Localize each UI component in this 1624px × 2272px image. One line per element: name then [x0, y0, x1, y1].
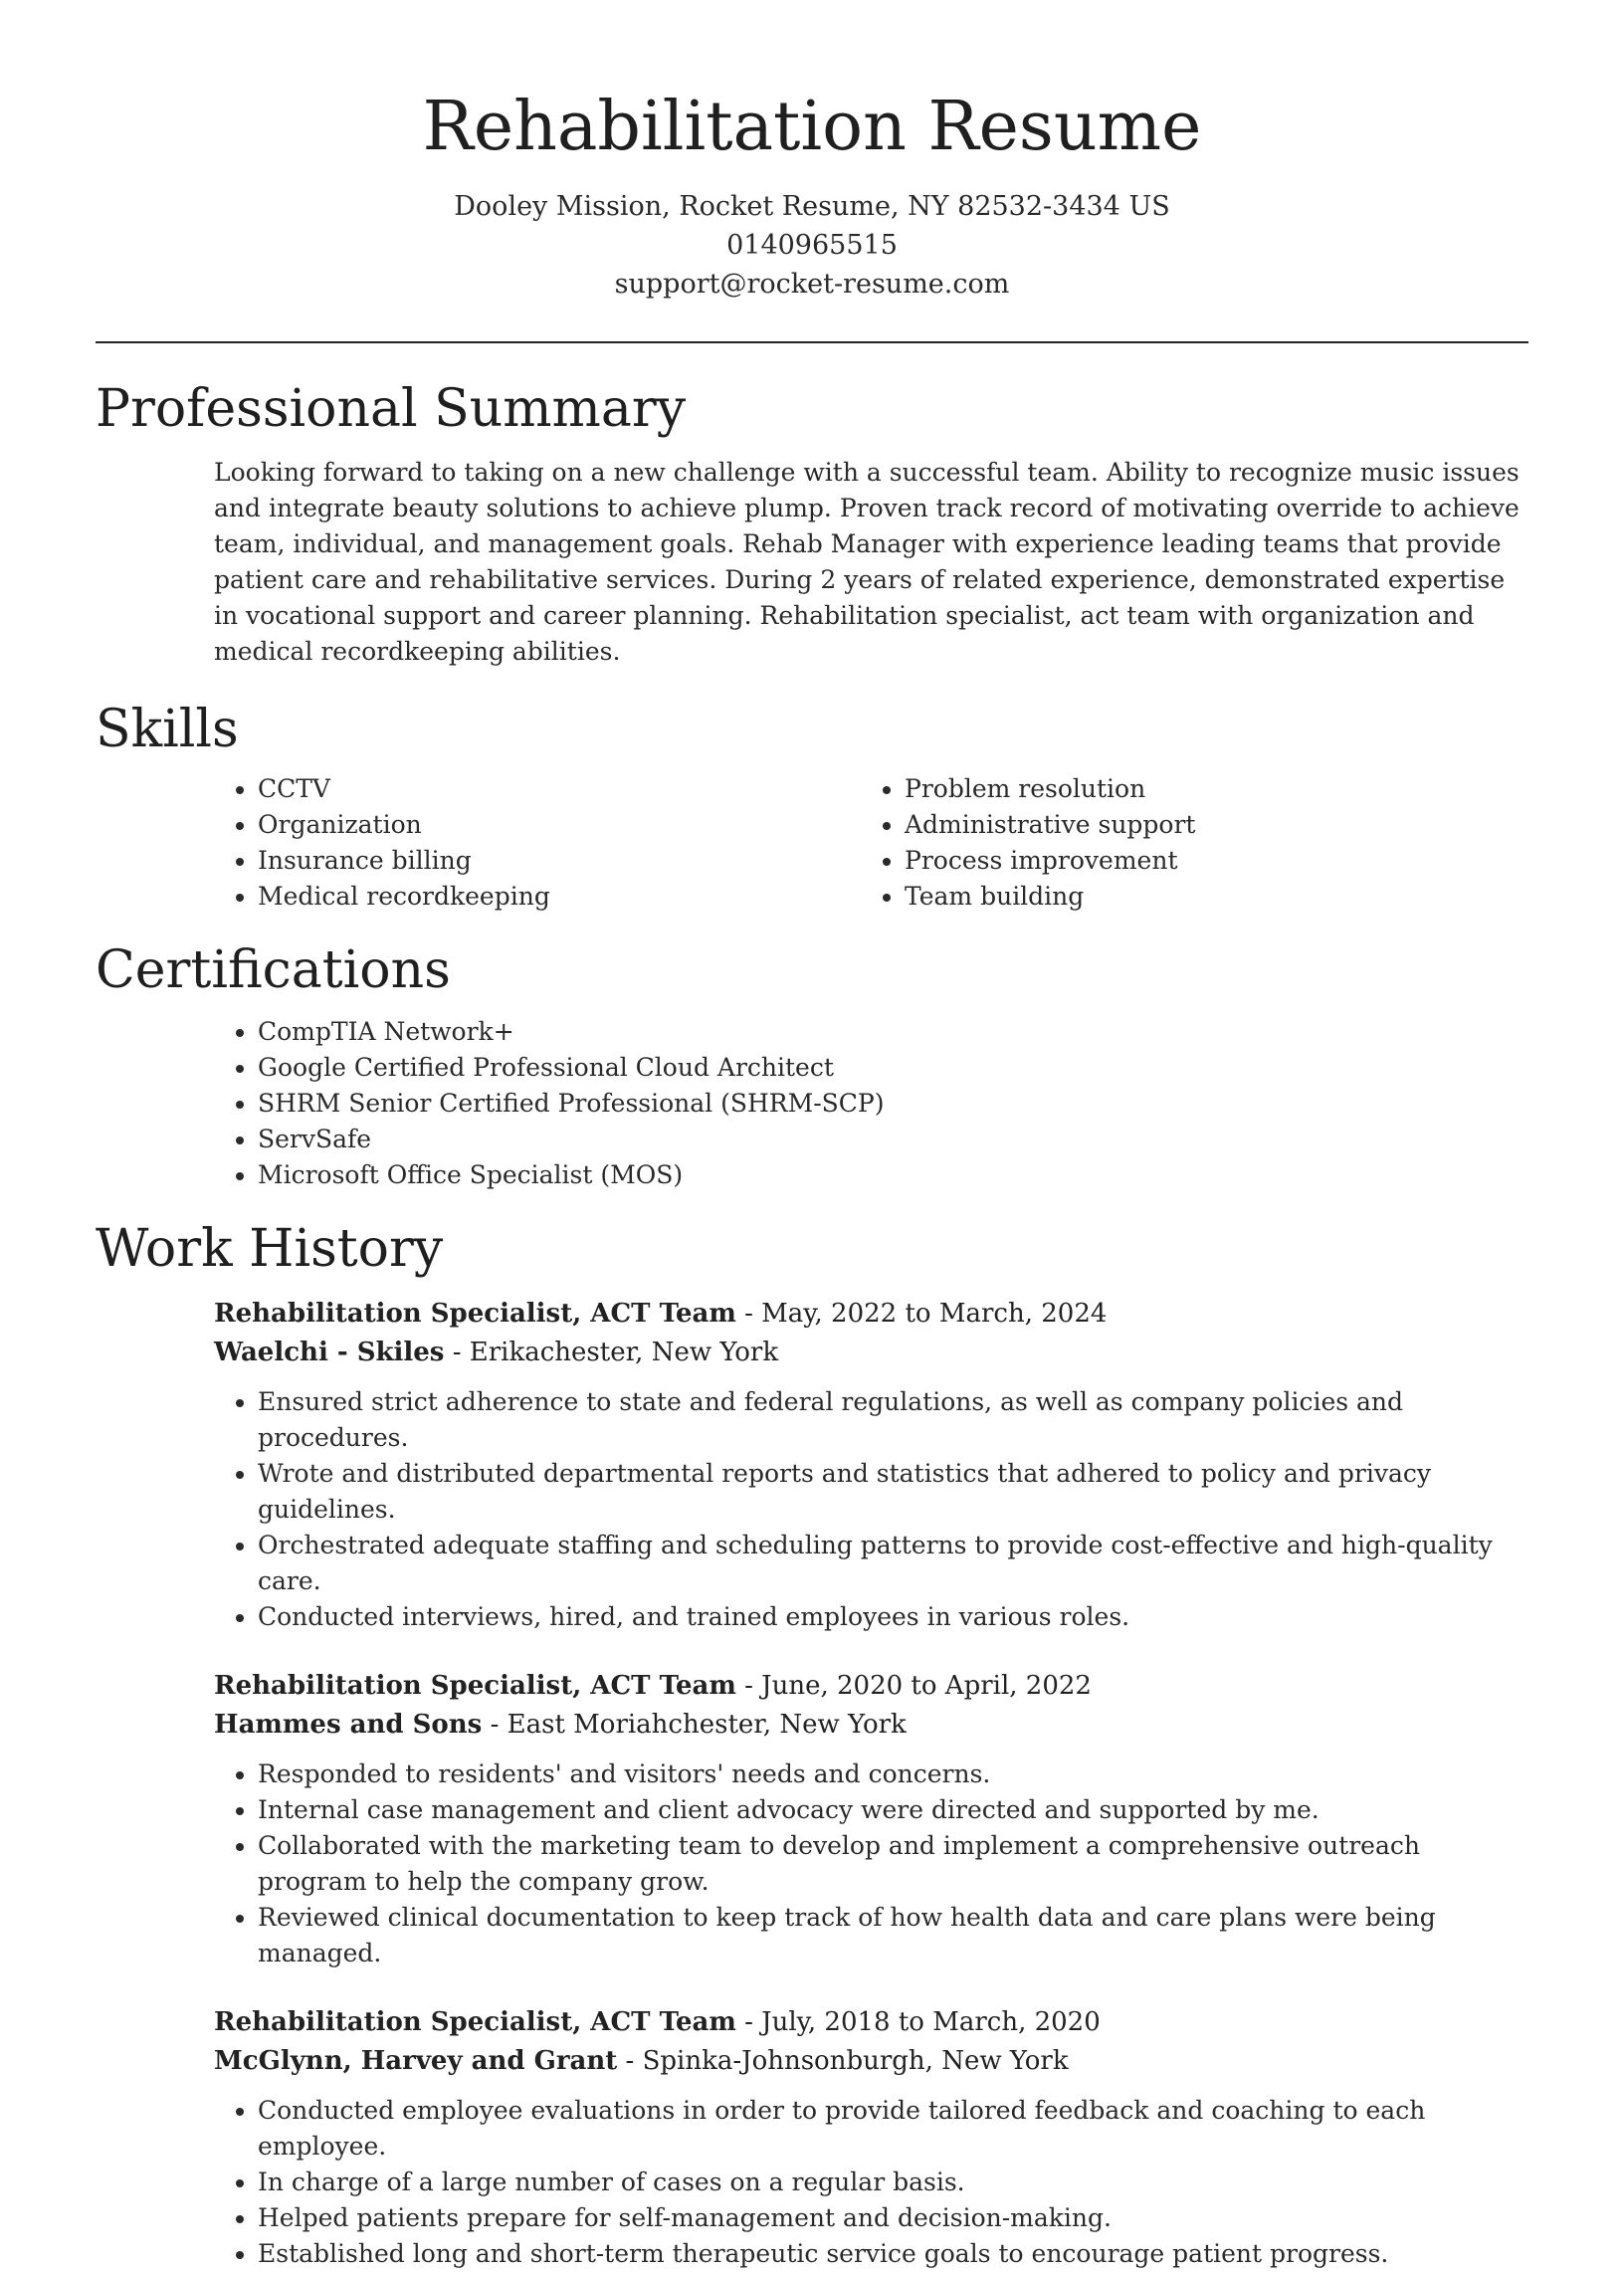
list-item: • Medical recordkeeping [258, 879, 861, 915]
job-bullets [214, 2093, 1528, 2272]
job-employer [214, 1334, 1528, 1372]
list-item: • ServSafe [258, 1122, 1528, 1157]
list-item: • Orchestrated adequate staffing and scheduling patterns to provide cost-effective and high-quality care. [258, 1528, 1528, 1599]
job-heading [214, 1667, 1528, 1706]
job-location: - Erikachester, New York [444, 1338, 779, 1367]
job-company: McGlynn, Harvey and Grant [214, 2046, 618, 2076]
certifications-list [214, 1014, 1528, 1193]
skills-list-right [861, 771, 1508, 915]
certifications-bullets [214, 1014, 1528, 1193]
contact-address: Dooley Mission, Rocket Resume, NY 82532-3434 US [454, 191, 1170, 222]
list-item: • CCTV [258, 771, 861, 807]
list-item: • Microsoft Office Specialist (MOS) [258, 1157, 1528, 1193]
list-item: • Organization [258, 807, 861, 843]
section-title-skills: Skills [96, 700, 239, 759]
list-item: • Ensured strict adherence to state and federal regulations, as well as company policies and procedures. [258, 1384, 1528, 1456]
contact-email: support@rocket-resume.com [614, 269, 1010, 300]
job-heading [214, 2003, 1528, 2042]
job-location: - Spinka-Johnsonburgh, New York [617, 2046, 1069, 2076]
job-duties [214, 1756, 1528, 1971]
job-dates: - June, 2020 to April, 2022 [735, 1671, 1092, 1701]
job-dates: - July, 2018 to March, 2020 [735, 2007, 1101, 2037]
skills-list-left [214, 771, 861, 915]
section-title-certifications: Certifications [96, 940, 451, 1000]
list-item: • Internal case management and client advocacy were directed and supported by me. [258, 1792, 1528, 1828]
summary-text: Looking forward to taking on a new challenge with a successful team. Ability to recognize music issues and integrate beauty solutions to achieve plump. Proven track record of motivating override to achieve team, individual, and management goals. Rehab Manager with experience leading teams that provide patient care and rehabilitative services. During 2 years of related experience, demonstrated expertise in vocational support and career planning. Rehabilitation specialist, act team with organization and medical recordkeeping abilities. [214, 458, 1520, 666]
job-entry-2 [214, 1667, 1528, 1971]
list-item: • Insurance billing [258, 843, 861, 879]
job-bullets [214, 1384, 1528, 1635]
job-location: - East Moriahchester, New York [482, 1710, 907, 1740]
job-employer [214, 1706, 1528, 1745]
job-role: Rehabilitation Specialist, ACT Team [214, 1671, 736, 1701]
list-item: • Established long and short-term therapeutic service goals to encourage patient progress. [258, 2236, 1528, 2272]
skills-column-right [861, 771, 1508, 915]
list-item: • SHRM Senior Certified Professional (SHRM-SCP) [258, 1086, 1528, 1122]
list-item: • Responded to residents' and visitors' needs and concerns. [258, 1756, 1528, 1792]
list-item: • Helped patients prepare for self-management and decision-making. [258, 2200, 1528, 2236]
list-item: • Conducted employee evaluations in order to provide tailored feedback and coaching to each employee. [258, 2093, 1528, 2165]
job-employer [214, 2042, 1528, 2081]
job-duties [214, 1384, 1528, 1635]
list-item: • Google Certified Professional Cloud Architect [258, 1050, 1528, 1086]
contact-block [96, 187, 1528, 304]
list-item: • Administrative support [905, 807, 1508, 843]
section-title-work-history: Work History [96, 1219, 444, 1279]
job-bullets [214, 1756, 1528, 1971]
job-role: Rehabilitation Specialist, ACT Team [214, 1299, 736, 1329]
job-heading [214, 1295, 1528, 1334]
list-item: • In charge of a large number of cases on a regular basis. [258, 2165, 1528, 2200]
section-title-summary: Professional Summary [96, 379, 687, 439]
skills-column-left [214, 771, 861, 915]
skills-grid [214, 771, 1528, 915]
job-company: Waelchi - Skiles [214, 1338, 445, 1367]
header-divider [96, 341, 1528, 343]
job-role: Rehabilitation Specialist, ACT Team [214, 2007, 736, 2037]
list-item: • CompTIA Network+ [258, 1014, 1528, 1050]
list-item: • Wrote and distributed departmental reports and statistics that adhered to policy and privacy guidelines. [258, 1456, 1528, 1528]
list-item: • Process improvement [905, 843, 1508, 879]
job-entry-3 [214, 2003, 1528, 2272]
resume-title: Rehabilitation Resume [422, 88, 1202, 166]
resume-header [96, 0, 1528, 304]
list-item: • Reviewed clinical documentation to keep track of how health data and care plans were being managed. [258, 1900, 1528, 1971]
list-item: • Conducted interviews, hired, and trained employees in various roles. [258, 1599, 1528, 1635]
list-item: • Collaborated with the marketing team to develop and implement a comprehensive outreach program to help the company grow. [258, 1828, 1528, 1900]
job-company: Hammes and Sons [214, 1710, 483, 1740]
list-item: • Team building [905, 879, 1508, 915]
job-duties [214, 2093, 1528, 2272]
job-entry-1 [214, 1295, 1528, 1635]
job-dates: - May, 2022 to March, 2024 [735, 1299, 1108, 1329]
list-item: • Problem resolution [905, 771, 1508, 807]
contact-phone: 0140965515 [726, 230, 898, 261]
